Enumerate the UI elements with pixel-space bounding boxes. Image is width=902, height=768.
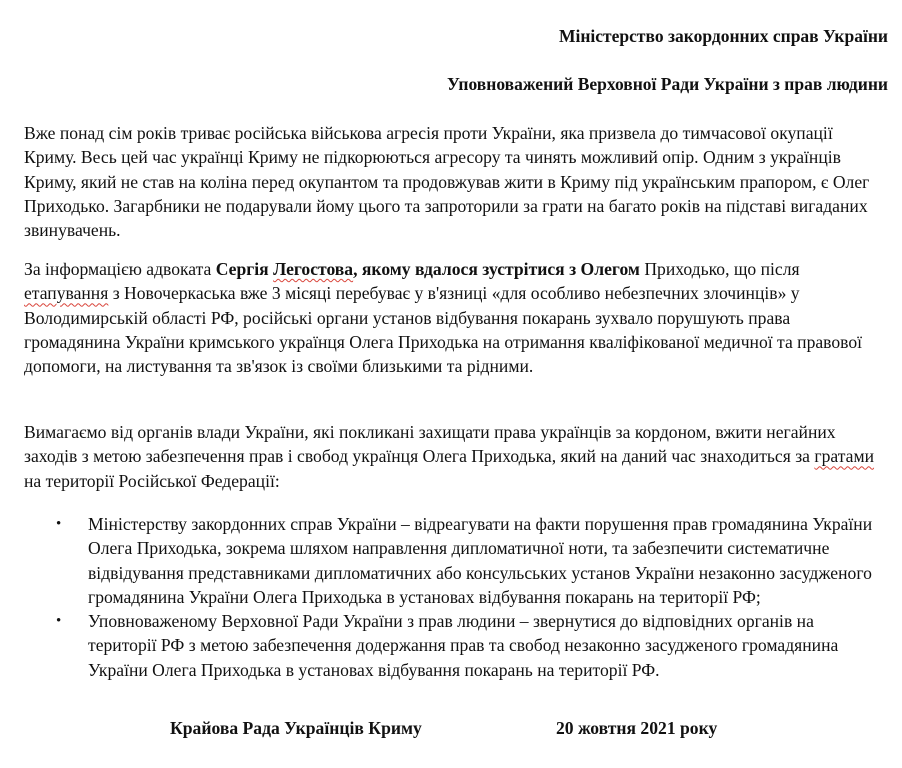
paragraph-intro: Вже понад сім років триває російська військова агресія проти України, яка призвела до тимчасової окупації Криму. Весь цей час українці Криму не підкорюються агресору та чинять можливий опір. Одним з українців Криму, який не став на коліна перед окупантом та продовжував жити в Криму під українським прапором, є Олег Приходько. Загарбники не подарували йому цього та запроторили за грати на багато років на підставі вигаданих звинувачень. [24,123,870,241]
bullet-icon: • [56,516,62,532]
bullet-icon: • [56,613,62,630]
paragraph-demand [24,420,880,493]
p2-bold-1: Сергія [215,259,274,279]
signature: Крайова Рада Українців Криму [170,718,422,738]
p2-bold-lawyer-surname: Легостова [273,259,354,279]
p2-text-2: Приходько, що після [639,259,800,279]
p2-squig-word: етапування [24,283,109,304]
addressee-ombudsman: Уповноважений Верховної Ради України з прав людини [446,74,888,94]
list-item [24,609,884,682]
list-item-text: Міністерству закордонних справ України – відреагувати на факти порушення прав громадянина України Олега Приходька, зокрема шляхом направлення дипломатичної ноти, та забезпечити систематичне відвідування представниками дипломатичних або консульських установ України незаконно засудженого громадянина України Олега Приходька в установах відбування покарань на території РФ; [88,514,873,607]
paragraph-lawyer-info [24,257,880,378]
date: 20 жовтня 2021 року [556,718,718,738]
list-item [24,512,884,609]
demand-list [24,512,884,682]
p3-squig-word: гратами [814,446,875,467]
p2-bold-2: , якому вдалося зустрітися з Олегом [353,259,640,279]
p2-text-1: За інформацією адвоката [24,259,216,279]
p3-text-2: на території Російської Федерації: [24,470,280,491]
p2-text-3: з Новочеркаська вже 3 місяці перебуває у в'язниці «для особливо небезпечних злочинців» у Володимирській області РФ, російські органи установ відбування покарань зухвало порушують права громадянина України кримського українця Олега Приходька на отримання кваліфікованої медичної та правової допомоги, на листування та зв'язок із своїми близькими та рідними. [24,283,863,377]
list-item-text: Уповноваженому Верховної Ради України з прав людини – звернутися до відповідних органів на території РФ з метою забезпечення додержання прав та свобод незаконно засудженого громадянина України Олега Приходька в установах відбування покарань на території РФ. [88,611,839,680]
p3-text-1: Вимагаємо від органів влади України, які покликані захищати права українців за кордоном, вжити негайних заходів з метою забезпечення прав і свобод українця Олега Приходька, який на даний час знаходиться за [24,422,836,467]
addressee-ministry: Міністерство закордонних справ України [558,26,888,46]
